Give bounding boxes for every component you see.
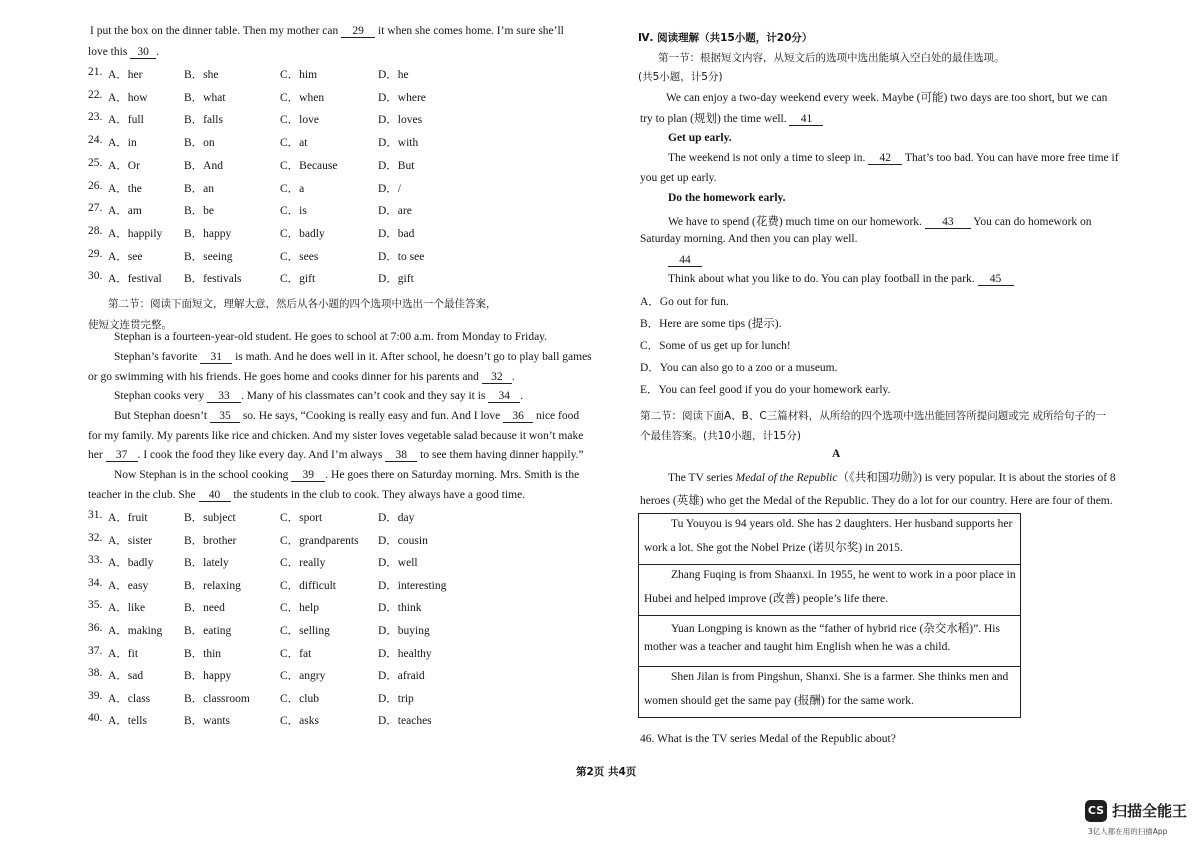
- option-a: A．the: [108, 182, 142, 195]
- question-number: 35.: [88, 599, 103, 612]
- option-c: C．a: [280, 182, 305, 195]
- blank-33: 33: [207, 390, 241, 403]
- option-c: C．angry: [280, 670, 326, 683]
- question-number: 33.: [88, 554, 103, 567]
- r-blank-44-line: [668, 254, 702, 267]
- option-b: B．subject: [184, 512, 236, 524]
- r-para-1a: We can enjoy a two-day weekend every week. Maybe (可能) two days are too short, but we can: [666, 92, 1108, 104]
- question-number: 26.: [88, 179, 103, 192]
- blank-37: 37: [106, 449, 138, 462]
- camscanner-logo-icon: CS: [1085, 800, 1107, 822]
- option-b: B．happy: [184, 227, 232, 240]
- option-c: C．gift: [280, 273, 316, 286]
- option-a: A．fit: [108, 647, 139, 660]
- blank-36: 36: [503, 410, 533, 423]
- tip-heading-2: Do the homework early.: [668, 192, 786, 204]
- option-d: D．he: [378, 69, 409, 81]
- option-d: D．/: [378, 182, 401, 195]
- section1-sub: (共5小题，计5分): [638, 71, 723, 83]
- question-number: 28.: [88, 224, 103, 237]
- question-number: 27.: [88, 202, 103, 215]
- section1-title: 第一节：根据短文内容，从短文后的选项中选出能填入空白处的最佳选项。: [658, 52, 1005, 64]
- para-5a: Now Stephan is in the school cooking 39 . He goes there on Saturday morning. Mrs. Smith is the: [114, 469, 580, 481]
- option-b: B．she: [184, 69, 219, 81]
- option-a: A．easy: [108, 579, 149, 592]
- option-d: D．trip: [378, 692, 414, 705]
- question-number: 29.: [88, 247, 103, 260]
- hero-entry: [639, 565, 1020, 616]
- option-a: A．how: [108, 91, 148, 104]
- option-d: D．are: [378, 205, 412, 218]
- question-number: 30.: [88, 270, 103, 283]
- blank-45: 45: [978, 273, 1014, 286]
- blank-40: 40: [199, 489, 231, 502]
- option-b: B．brother: [184, 534, 237, 547]
- option-a: A．happily: [108, 227, 163, 240]
- hero-line-1: Zhang Fuqing is from Shaanxi. In 1955, he went to work in a poor place in: [671, 569, 1016, 581]
- option-d: D．with: [378, 137, 419, 150]
- option-a: A．full: [108, 114, 144, 127]
- page-number: 第2页 共4页: [576, 766, 637, 778]
- option-d: D．cousin: [378, 534, 428, 547]
- question-number: 31.: [88, 509, 103, 521]
- r-para-1b: try to plan (规划) the time well. 41: [640, 110, 823, 126]
- question-number: 25.: [88, 156, 103, 169]
- option-c: C．help: [280, 602, 319, 615]
- r-para-2a: The weekend is not only a time to sleep in. 42 That’s too bad. You can have more free time if: [668, 152, 1119, 164]
- option-a: A．festival: [108, 273, 162, 286]
- section2-title-2: 使短文连贯完整。: [88, 319, 172, 331]
- hero-line-2: work a lot. She got the Nobel Prize (诺贝尔奖) in 2015.: [644, 542, 903, 554]
- option-b: B．need: [184, 602, 225, 615]
- question-number: 22.: [88, 88, 103, 101]
- blank-31: 31: [200, 351, 232, 364]
- option-b: B．on: [184, 137, 215, 150]
- blank-41: 41: [789, 113, 823, 126]
- option-b: B．seeing: [184, 250, 233, 263]
- answer-choice: D．You can also go to a zoo or a museum.: [640, 362, 838, 374]
- passage-letter: A: [832, 448, 841, 460]
- question-number: 32.: [88, 531, 103, 544]
- section2-title-r2: 个最佳答案。(共10小题，计15分): [640, 430, 801, 442]
- heroes-box: [638, 513, 1021, 718]
- r-para-2b: you get up early.: [640, 172, 717, 184]
- answer-choice: A．Go out for fun.: [640, 296, 729, 308]
- option-a: A．sister: [108, 534, 153, 547]
- option-c: C．club: [280, 692, 319, 705]
- tip-heading-1: Get up early.: [668, 132, 732, 144]
- option-a: A．am: [108, 205, 142, 218]
- option-d: D．gift: [378, 273, 414, 286]
- option-c: C．really: [280, 557, 326, 570]
- option-d: D．interesting: [378, 579, 447, 592]
- option-c: C．him: [280, 69, 318, 81]
- blank-38: 38: [385, 449, 417, 462]
- hero-entry: [639, 514, 1020, 565]
- option-b: B．an: [184, 182, 215, 195]
- option-b: B．wants: [184, 715, 230, 728]
- option-c: C．asks: [280, 715, 319, 728]
- para-3: Stephan cooks very 33 . Many of his classmates can’t cook and they say it is 34 .: [114, 390, 524, 402]
- option-a: A．fruit: [108, 512, 148, 524]
- para-4a: But Stephan doesn’t 35 so. He says, “Cooking is really easy and fun. And I love 36 nice food: [114, 410, 580, 422]
- option-a: A．Or: [108, 159, 140, 172]
- blank-43: 43: [925, 216, 971, 229]
- option-a: A．tells: [108, 715, 147, 728]
- answer-choice: E．You can feel good if you do your homework early.: [640, 384, 891, 396]
- option-b: B．falls: [184, 114, 223, 127]
- option-b: B．festivals: [184, 273, 242, 286]
- camscanner-title: 扫描全能王: [1112, 802, 1188, 820]
- option-b: B．lately: [184, 557, 229, 570]
- hero-line-2: Hubei and helped improve (改善) people’s life there.: [644, 593, 888, 605]
- para-4b: for my family. My parents like rice and chicken. And my sister loves vegetable salad because it won’t make: [88, 430, 584, 442]
- option-c: C．badly: [280, 227, 325, 240]
- question-46: 46. What is the TV series Medal of the Republic about?: [640, 733, 896, 745]
- option-b: B．be: [184, 205, 215, 218]
- passage-a-line-1: The TV series Medal of the Republic（《共和国功勋》) is very popular. It is about the stories of 8: [668, 472, 1116, 484]
- question-number: 39.: [88, 689, 103, 702]
- option-b: B．eating: [184, 625, 232, 637]
- hero-entry: [639, 616, 1020, 667]
- option-a: A．like: [108, 602, 146, 615]
- option-c: C．Because: [280, 159, 338, 172]
- option-c: C．love: [280, 114, 319, 127]
- question-number: 24.: [88, 134, 103, 147]
- option-d: D．think: [378, 602, 422, 615]
- blank-34: 34: [488, 390, 520, 403]
- r-para-3b: Saturday morning. And then you can play well.: [640, 233, 858, 245]
- option-a: A．class: [108, 692, 151, 705]
- option-c: C．when: [280, 91, 325, 104]
- option-d: D．buying: [378, 625, 430, 637]
- option-a: A．her: [108, 69, 143, 81]
- r-para-5: Think about what you like to do. You can play football in the park. 45: [668, 273, 1014, 286]
- option-c: C．selling: [280, 625, 330, 637]
- section2-title-1: 第二节：阅读下面短文，理解大意，然后从各小题的四个选项中选出一个最佳答案，: [108, 298, 497, 310]
- para-2b: or go swimming with his friends. He goes home and cooks dinner for his parents and 32 .: [88, 371, 515, 383]
- question-number: 21.: [88, 66, 103, 78]
- para-2a: Stephan’s favorite 31 is math. And he does well in it. After school, he doesn’t go to play ball games: [114, 351, 592, 363]
- blank-32: 32: [482, 371, 512, 384]
- blank-29: 29: [341, 25, 375, 38]
- r-para-3a: We have to spend (花费) much time on our homework. 43 You can do homework on: [668, 216, 1092, 228]
- option-d: D．bad: [378, 227, 415, 240]
- answer-choice: C．Some of us get up for lunch!: [640, 340, 791, 352]
- option-d: D．But: [378, 159, 415, 172]
- option-c: C．at: [280, 137, 308, 150]
- para-1: Stephan is a fourteen-year-old student. He goes to school at 7:00 a.m. from Monday to Friday.: [114, 331, 548, 343]
- option-d: D．day: [378, 512, 415, 524]
- question-number: 36.: [88, 622, 103, 634]
- hero-entry: [639, 667, 1020, 717]
- blank-39: 39: [291, 469, 325, 482]
- option-c: C．is: [280, 205, 307, 218]
- option-a: A．badly: [108, 557, 154, 570]
- question-number: 23.: [88, 111, 103, 124]
- option-a: A．in: [108, 137, 137, 150]
- option-d: D．well: [378, 557, 418, 570]
- option-a: A．see: [108, 250, 143, 263]
- blank-44: 44: [668, 254, 702, 267]
- blank-42: 42: [868, 152, 902, 165]
- question-number: 40.: [88, 712, 103, 725]
- hero-line-1: Yuan Longping is known as the “father of hybrid rice (杂交水稻)”. His: [671, 623, 1000, 635]
- blank-30: 30: [130, 46, 156, 59]
- option-c: C．grandparents: [280, 534, 359, 547]
- option-b: B．happy: [184, 670, 232, 683]
- option-d: D．healthy: [378, 647, 432, 660]
- answer-choice: B．Here are some tips (提示).: [640, 318, 782, 330]
- hero-line-1: Shen Jilan is from Pingshun, Shanxi. She is a farmer. She thinks men and: [671, 671, 1009, 683]
- option-b: B．thin: [184, 647, 222, 660]
- camscanner-subtitle: 3亿人都在用的扫描App: [1088, 827, 1168, 836]
- option-a: A．making: [108, 625, 163, 637]
- option-c: C．sees: [280, 250, 319, 263]
- option-b: B．relaxing: [184, 579, 241, 592]
- hero-line-2: mother was a teacher and taught him English when he was a child.: [644, 641, 951, 653]
- question-number: 38.: [88, 667, 103, 680]
- intro-line-1: I put the box on the dinner table. Then my mother can 29 it when she comes home. I’m sure she’ll: [90, 25, 564, 37]
- question-number: 37.: [88, 644, 103, 657]
- option-d: D．teaches: [378, 715, 432, 728]
- option-c: C．difficult: [280, 579, 337, 592]
- option-d: D．where: [378, 91, 426, 104]
- blank-35: 35: [210, 410, 240, 423]
- option-b: B．And: [184, 159, 223, 172]
- intro-line-2: love this 30 .: [88, 46, 160, 58]
- option-d: D．afraid: [378, 670, 425, 683]
- option-c: C．fat: [280, 647, 312, 660]
- hero-line-1: Tu Youyou is 94 years old. She has 2 daughters. Her husband supports her: [671, 518, 1013, 530]
- passage-a-line-2: heroes (英雄) who get the Medal of the Republic. They do a lot for our country. Here are four of them.: [640, 495, 1113, 507]
- option-a: A．sad: [108, 670, 144, 683]
- hero-line-2: women should get the same pay (报酬) for the same work.: [644, 695, 914, 707]
- para-4c: her 37 . I cook the food they like every day. And I’m always 38 to see them having dinner happily.”: [88, 449, 584, 461]
- question-number: 34.: [88, 576, 103, 589]
- option-b: B．classroom: [184, 692, 250, 705]
- option-c: C．sport: [280, 512, 323, 524]
- option-d: D．loves: [378, 114, 423, 127]
- para-5b: teacher in the club. She 40 the students in the club to cook. They always have a good time.: [88, 489, 526, 501]
- reading-heading: Ⅳ. 阅读理解（共15小题，计20分）: [638, 32, 813, 44]
- option-b: B．what: [184, 91, 226, 104]
- option-d: D．to see: [378, 250, 425, 263]
- section2-title-r1: 第二节：阅读下面A、B、C三篇材料，从所给的四个选项中选出能回答所提问题或完 成所给句子的一: [640, 410, 1107, 422]
